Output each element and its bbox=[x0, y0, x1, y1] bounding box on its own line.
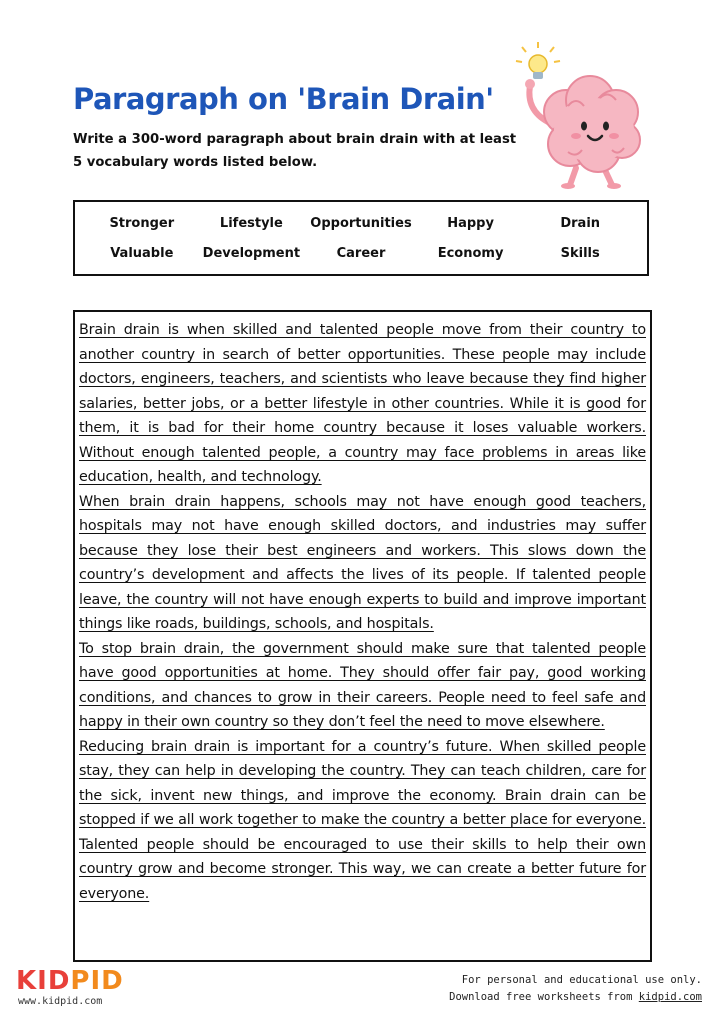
essay-paragraph: When brain drain happens, schools may not have enough good teachers, hospitals may not have enough skilled doctors, and industries may suffer because they lose their best engineers and workers. This slows down the country’s development and affects the lives of its people. If talented people leave, the country will not have enough experts to build and improve important things like roads, buildings, schools, and hospitals. bbox=[79, 493, 646, 632]
footer-note bbox=[449, 972, 702, 1006]
instructions-text: Write a 300-word paragraph about brain drain with at least 5 vocabulary words listed below. bbox=[73, 132, 517, 170]
vocab-word: Career bbox=[336, 245, 386, 261]
vocab-word: Happy bbox=[447, 215, 494, 231]
essay-paragraph: To stop brain drain, the government should make sure that talented people have good opportunities at home. They should offer fair pay, good working conditions, and chances to grow in their careers. People need to feel safe and happy in their own country so they don’t feel the need to move elsewhere. bbox=[79, 640, 646, 730]
footer-line-2-prefix: Download free worksheets from bbox=[449, 991, 639, 1003]
footer-line-1: For personal and educational use only. bbox=[461, 974, 702, 986]
vocab-word: Stronger bbox=[109, 215, 175, 231]
essay-paragraph: Reducing brain drain is important for a country’s future. When skilled people stay, they can help in developing the country. They can teach children, care for the sick, invent new things, and improve the economy. Brain drain can be stopped if we all work together to make the country a better place for everyone. Talented people should be encouraged to use their skills to help their own country grow and become stronger. This way, we can create a better future for everyone. bbox=[79, 738, 646, 902]
vocabulary-box bbox=[73, 200, 649, 276]
brain-mascot-icon bbox=[508, 40, 658, 190]
vocab-word: Opportunities bbox=[310, 215, 412, 231]
logo-part-kid: KID bbox=[16, 966, 71, 996]
logo-wordmark bbox=[16, 966, 124, 996]
footer-line-2 bbox=[449, 989, 702, 1006]
vocab-word: Development bbox=[202, 245, 301, 261]
logo-part-pid: PID bbox=[70, 966, 124, 996]
footer-link[interactable]: kidpid.com bbox=[638, 991, 702, 1003]
page-title: Paragraph on 'Brain Drain' bbox=[73, 82, 494, 116]
essay-paragraph: Brain drain is when skilled and talented people move from their country to another country in search of better opportunities. These people may include doctors, engineers, teachers, and scientists who leave because they find higher salaries, better jobs, or a better lifestyle in other countries. While it is good for them, it is bad for their home country because it loses valuable workers. Without enough talented people, a country may face problems in areas like education, health, and technology. bbox=[79, 322, 646, 485]
vocab-word: Lifestyle bbox=[219, 215, 283, 231]
essay-box bbox=[73, 310, 652, 962]
vocab-word: Valuable bbox=[110, 245, 174, 261]
logo-url[interactable]: www.kidpid.com bbox=[18, 996, 103, 1007]
vocab-word: Skills bbox=[560, 245, 600, 261]
vocab-word: Economy bbox=[437, 245, 504, 261]
kidpid-logo bbox=[16, 966, 124, 1007]
vocab-word: Drain bbox=[560, 215, 601, 231]
